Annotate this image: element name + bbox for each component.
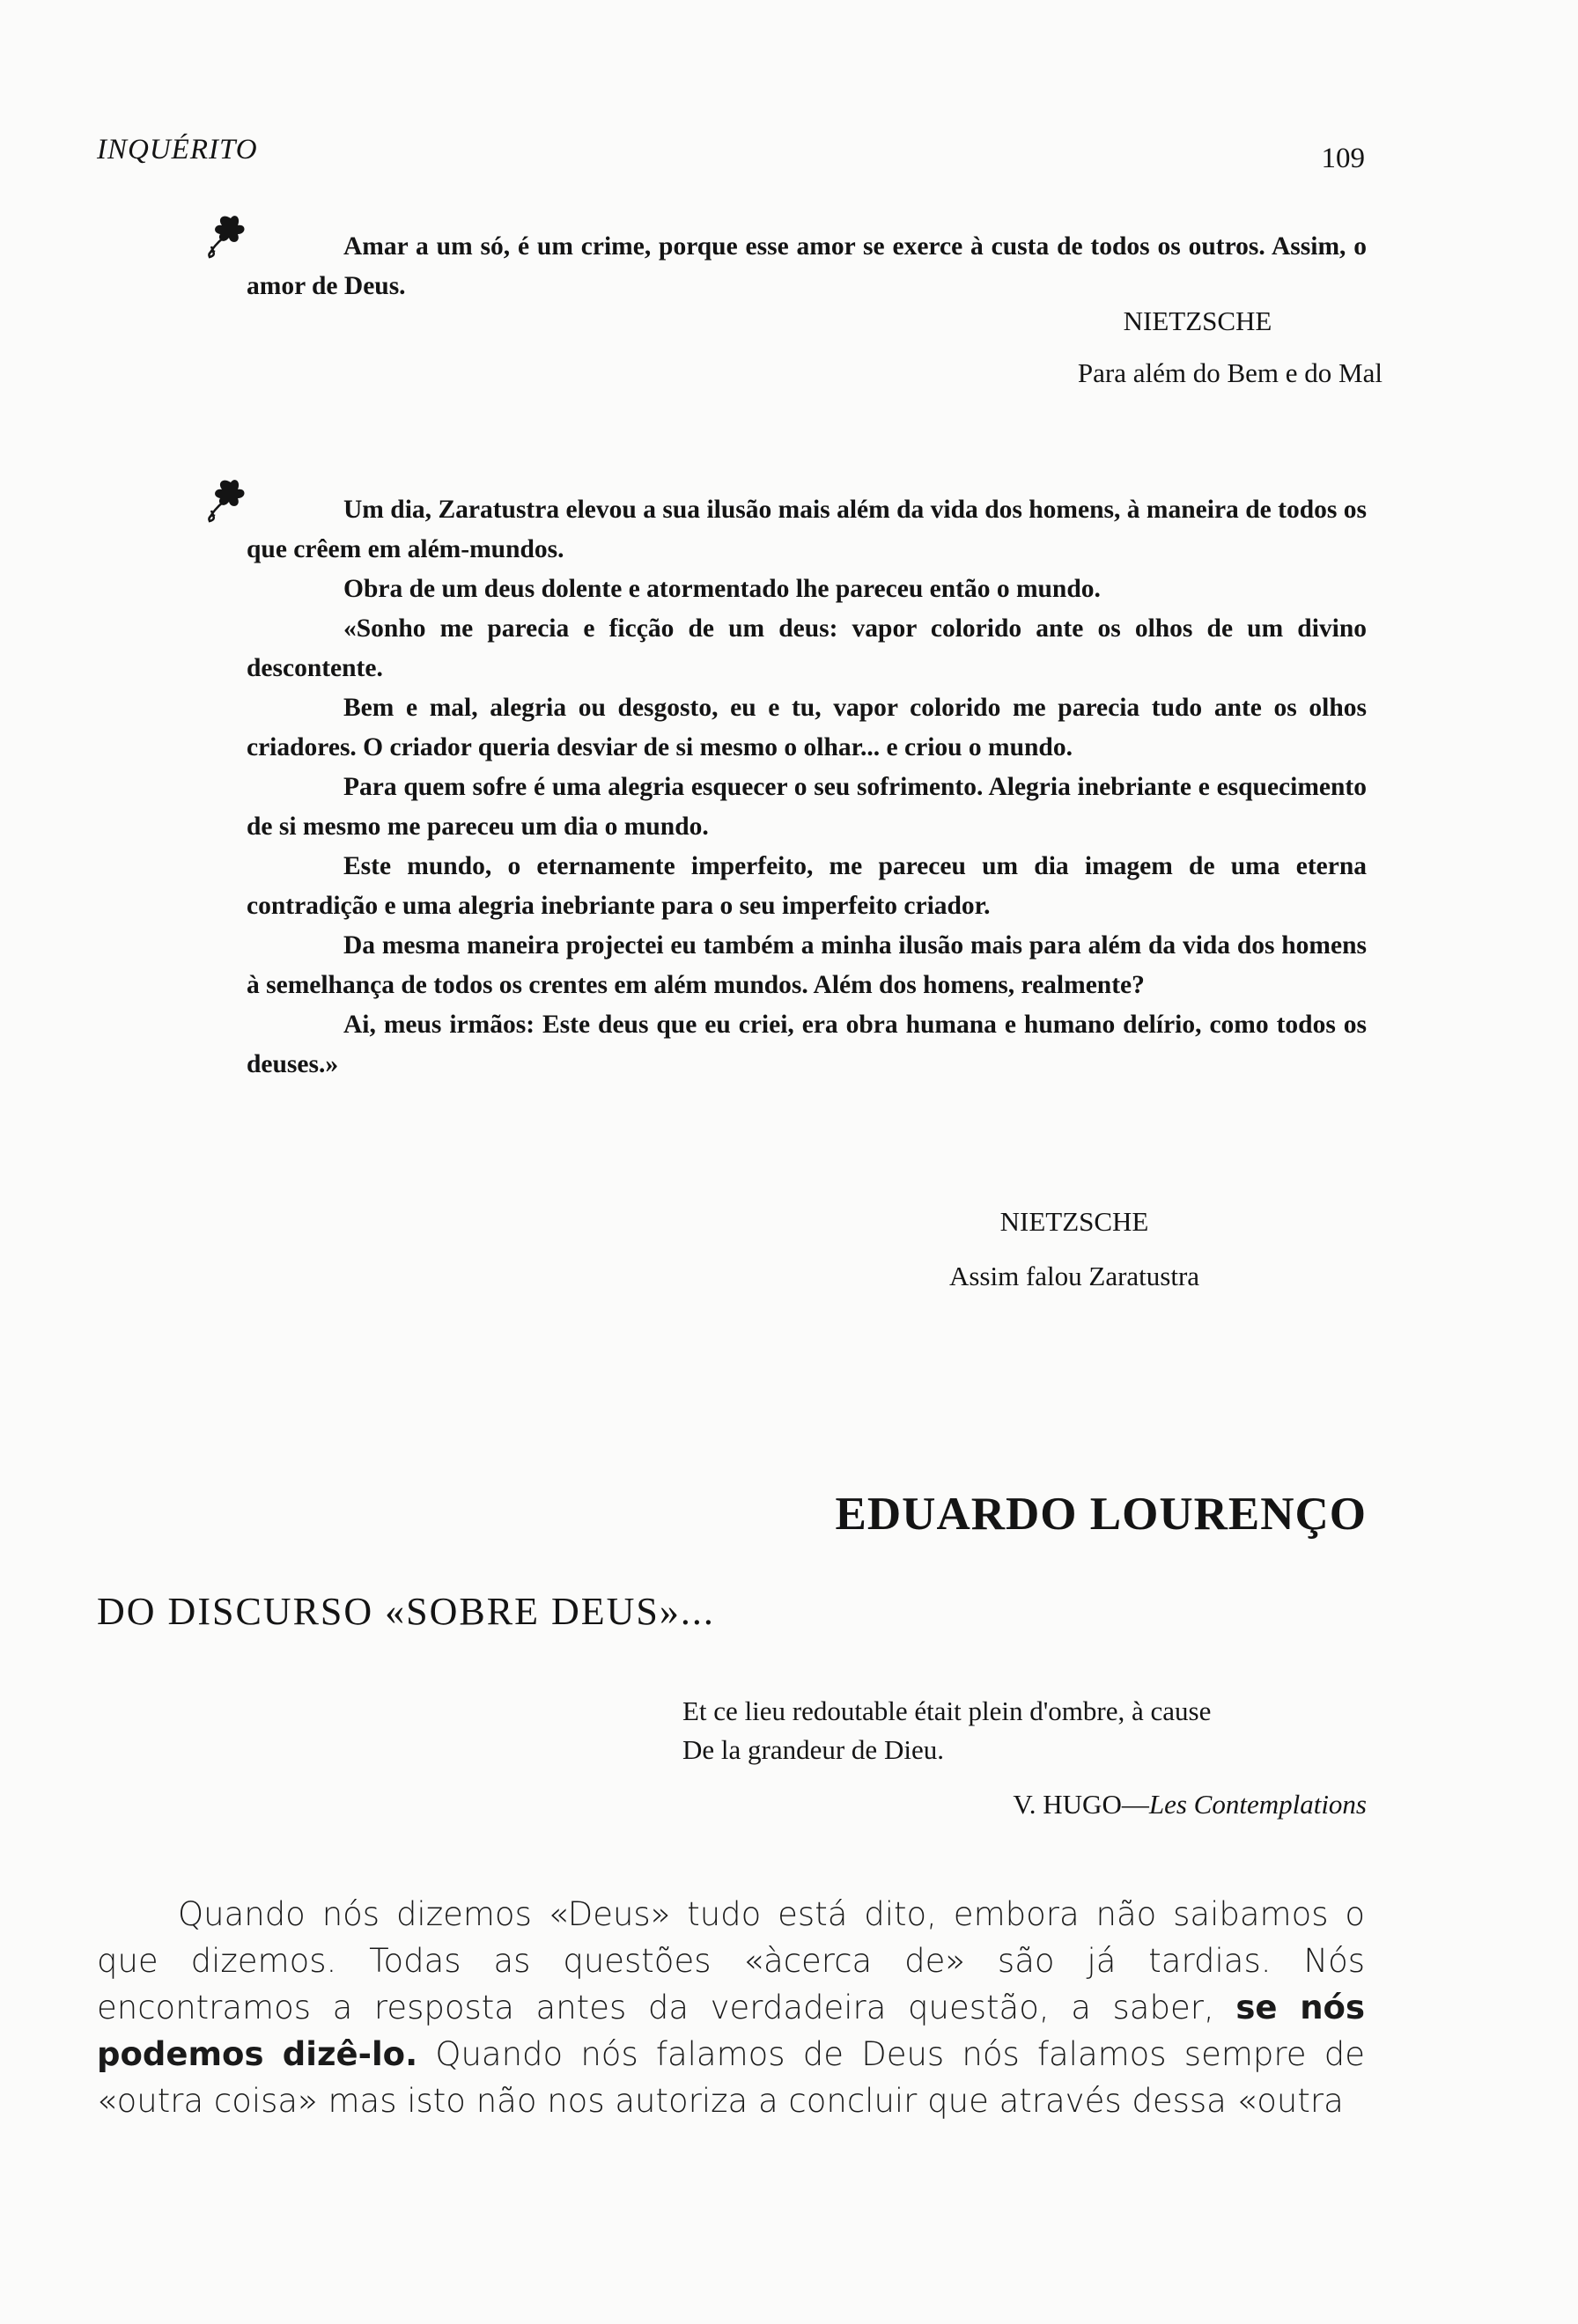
epigraph-dash: — (1121, 1789, 1149, 1820)
quote-2-author: NIETZSCHE (999, 1206, 1149, 1237)
epigraph (682, 1692, 1378, 1769)
quote-1-author: NIETZSCHE (1123, 305, 1272, 336)
body-text: Quando nós falamos de Deus nós falamos sempre de «outra coisa» mas isto não nos autoriza a concluir que através dessa «outra (97, 2035, 1365, 2120)
epigraph-work: Les Contemplations (1148, 1789, 1367, 1820)
quote-block-2 (247, 490, 1367, 1085)
article-body (97, 1891, 1365, 2124)
quote-2-paragraph: Um dia, Zaratustra elevou a sua ilusão mais além da vida dos homens, à maneira de todos os que crêem em além-mundos. (247, 496, 1367, 563)
epigraph-line: De la grandeur de Dieu. (682, 1734, 944, 1765)
quote-2-paragraph: Para quem sofre é uma alegria esquecer o seu sofrimento. Alegria inebriante e esquecimento de si mesmo me pareceu um dia o mundo. (247, 773, 1367, 841)
body-paragraph (97, 1891, 1365, 2124)
running-title: INQUÉRITO (97, 134, 258, 165)
epigraph-author: V. HUGO (1013, 1789, 1122, 1820)
quote-block-1 (247, 227, 1367, 306)
quote-2-paragraph: Este mundo, o eternamente imperfeito, me pareceu um dia imagem de uma eterna contradição e uma alegria inebriante para o seu imperfeito criador. (247, 852, 1367, 920)
quote-1-work: Para além do Bem e do Mal (1077, 357, 1383, 388)
quote-2-paragraph: Obra de um deus dolente e atormentado lhe pareceu então o mundo. (343, 575, 1101, 603)
quote-2-paragraph: «Sonho me parecia e ficção de um deus: vapor colorido ante os olhos de um divino descontente. (247, 614, 1367, 682)
quote-2-paragraph: Da mesma maneira projectei eu também a minha ilusão mais para além da vida dos homens à semelhança de todos os crentes em além mundos. Além dos homens, realmente? (247, 931, 1367, 999)
body-emphasis: se nós podemos dizê-lo. (97, 1989, 1365, 2073)
article-author: EDUARDO LOURENÇO (835, 1489, 1367, 1540)
quote-2-paragraph: Ai, meus irmãos: Este deus que eu criei, era obra humana e humano delírio, como todos os deuses.» (247, 1011, 1367, 1078)
quote-2-paragraph: Bem e mal, alegria ou desgosto, eu e tu, vapor colorido me parecia tudo ante os olhos criadores. O criador queria desviar de si mesmo o olhar... e criou o mundo. (247, 694, 1367, 761)
epigraph-line: Et ce lieu redoutable était plein d'ombre, à cause (682, 1695, 1212, 1726)
quote-1-text: Amar a um só, é um crime, porque esse amor se exerce à custa de todos os outros. Assim, o amor de Deus. (247, 232, 1367, 300)
epigraph-source (1013, 1789, 1367, 1820)
page-number: 109 (1321, 143, 1365, 174)
body-text: Quando nós dizemos «Deus» tudo está dito, embora não saibamos o que dizemos. Todas as questões «àcerca de» são já tardias. Nós encontramos a resposta antes da verdadeira questão, a saber, (97, 1895, 1365, 2026)
quote-2-work: Assim falou Zaratustra (948, 1261, 1200, 1291)
article-title: DO DISCURSO «SOBRE DEUS»... (97, 1590, 715, 1633)
